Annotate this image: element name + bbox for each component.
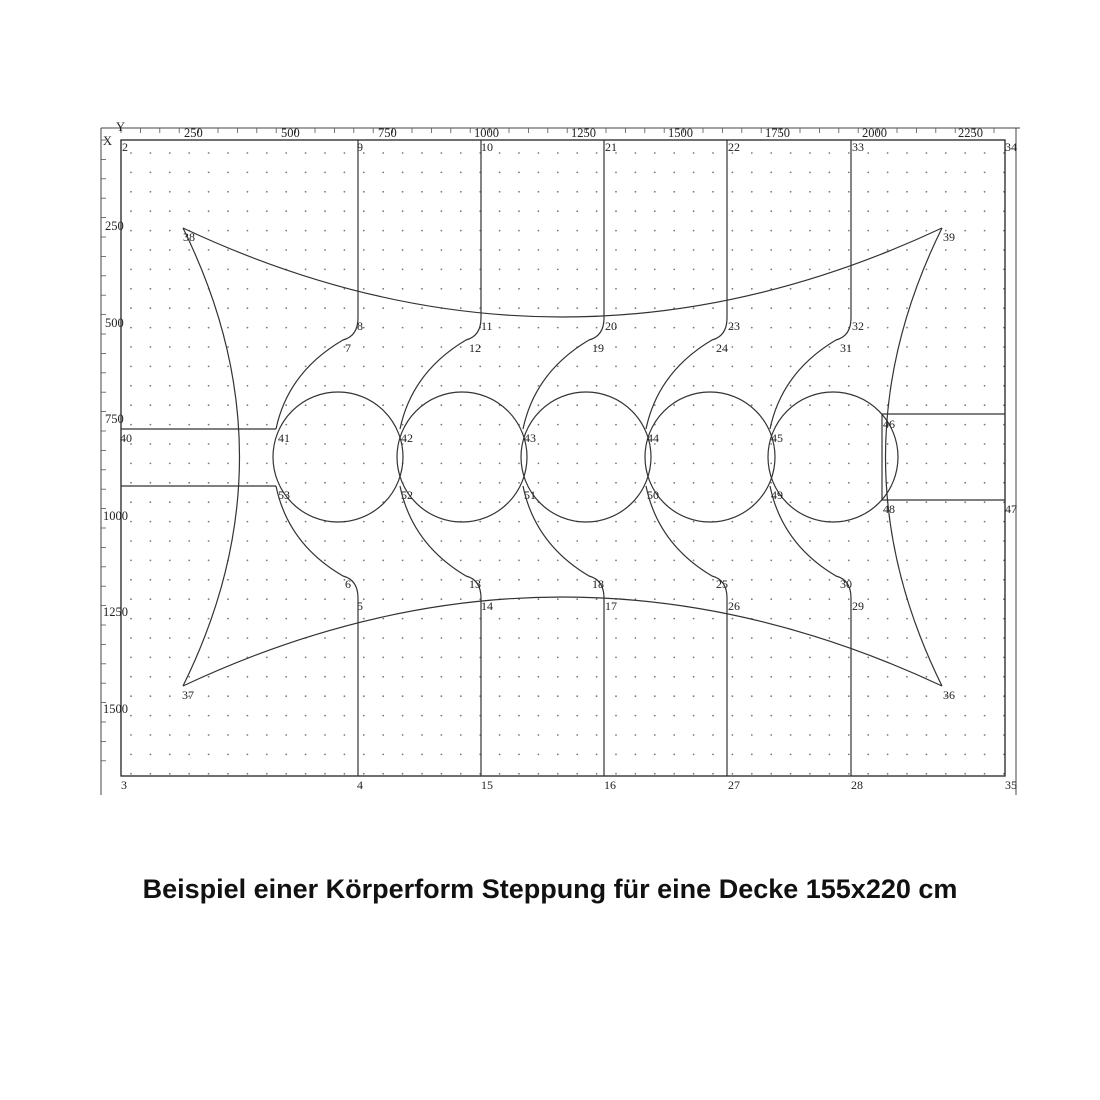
seam-22-44 — [646, 140, 727, 429]
bottom-arc — [183, 597, 942, 686]
point-label-30: 30 — [840, 577, 852, 591]
seam-21-43 — [523, 140, 604, 429]
left-tick-label: 1250 — [103, 605, 128, 619]
point-label-38: 38 — [183, 230, 195, 244]
point-label-51: 51 — [524, 488, 536, 502]
axis-x-label: X — [103, 134, 113, 148]
point-label-36: 36 — [943, 688, 955, 702]
point-label-39: 39 — [943, 230, 955, 244]
point-label-37: 37 — [182, 688, 194, 702]
point-label-46: 46 — [883, 417, 895, 431]
point-label-27: 27 — [728, 778, 740, 792]
top-tick-label: 250 — [184, 126, 203, 140]
point-label-48: 48 — [883, 502, 895, 516]
point-label-2: 2 — [122, 140, 128, 154]
point-label-47: 47 — [1005, 502, 1017, 516]
point-label-25: 25 — [716, 577, 728, 591]
point-label-43: 43 — [524, 431, 536, 445]
point-label-40: 40 — [120, 431, 132, 445]
point-label-17: 17 — [605, 599, 617, 613]
point-label-28: 28 — [851, 778, 863, 792]
point-label-15: 15 — [481, 778, 493, 792]
point-label-20: 20 — [605, 319, 617, 333]
point-label-21: 21 — [605, 140, 617, 154]
point-label-3: 3 — [121, 778, 127, 792]
point-label-12: 12 — [469, 341, 481, 355]
point-label-18: 18 — [592, 577, 604, 591]
point-label-41: 41 — [278, 431, 290, 445]
point-label-13: 13 — [469, 577, 481, 591]
point-label-44: 44 — [647, 431, 659, 445]
blanket-border — [121, 140, 1005, 776]
point-label-24: 24 — [716, 341, 728, 355]
top-arc — [183, 228, 942, 317]
point-label-23: 23 — [728, 319, 740, 333]
top-tick-label: 1250 — [571, 126, 596, 140]
point-label-33: 33 — [852, 140, 864, 154]
seam-28-49 — [770, 486, 851, 776]
top-tick-label: 2000 — [862, 126, 887, 140]
point-label-50: 50 — [647, 488, 659, 502]
point-label-5: 5 — [357, 599, 363, 613]
top-tick-label: 1500 — [668, 126, 693, 140]
seam-27-50 — [646, 486, 727, 776]
point-label-6: 6 — [345, 577, 351, 591]
point-label-31: 31 — [840, 341, 852, 355]
point-label-9: 9 — [357, 140, 363, 154]
point-label-8: 8 — [357, 319, 363, 333]
point-label-26: 26 — [728, 599, 740, 613]
seam-15-52 — [400, 486, 481, 776]
circle-5 — [768, 392, 898, 522]
left-tick-label: 1500 — [103, 702, 128, 716]
point-label-11: 11 — [481, 319, 493, 333]
seam-10-42 — [400, 140, 481, 429]
seam-16-51 — [523, 486, 604, 776]
point-label-16: 16 — [604, 778, 616, 792]
caption: Beispiel einer Körperform Steppung für eine Decke 155x220 cm — [142, 874, 958, 904]
point-label-52: 52 — [401, 488, 413, 502]
point-label-45: 45 — [771, 431, 783, 445]
point-label-10: 10 — [481, 140, 493, 154]
left-tick-label: 250 — [105, 219, 124, 233]
point-label-29: 29 — [852, 599, 864, 613]
point-label-19: 19 — [592, 341, 604, 355]
top-tick-label: 1000 — [474, 126, 499, 140]
top-tick-label: 500 — [281, 126, 300, 140]
point-label-49: 49 — [771, 488, 783, 502]
point-label-42: 42 — [401, 431, 413, 445]
seam-9-41 — [276, 140, 358, 429]
axis-y-label: Y — [116, 120, 126, 134]
right-arc — [886, 228, 943, 686]
point-label-34: 34 — [1005, 140, 1017, 154]
top-tick-label: 1750 — [765, 126, 790, 140]
axis-ticks — [101, 128, 994, 761]
circle-2 — [397, 392, 527, 522]
top-tick-label: 750 — [378, 126, 397, 140]
point-label-7: 7 — [345, 341, 351, 355]
circle-3 — [521, 392, 651, 522]
left-tick-label: 1000 — [103, 509, 128, 523]
point-label-22: 22 — [728, 140, 740, 154]
point-label-53: 53 — [278, 488, 290, 502]
dot-grid — [130, 152, 1005, 775]
top-tick-label: 2250 — [958, 126, 983, 140]
point-label-14: 14 — [481, 599, 493, 613]
point-label-4: 4 — [357, 778, 363, 792]
point-label-32: 32 — [852, 319, 864, 333]
circle-4 — [645, 392, 775, 522]
left-tick-label: 750 — [105, 412, 124, 426]
quilting-seams — [121, 140, 1005, 776]
left-arc — [183, 228, 240, 686]
left-tick-label: 500 — [105, 316, 124, 330]
point-label-35: 35 — [1005, 778, 1017, 792]
seam-4-53 — [276, 486, 358, 776]
